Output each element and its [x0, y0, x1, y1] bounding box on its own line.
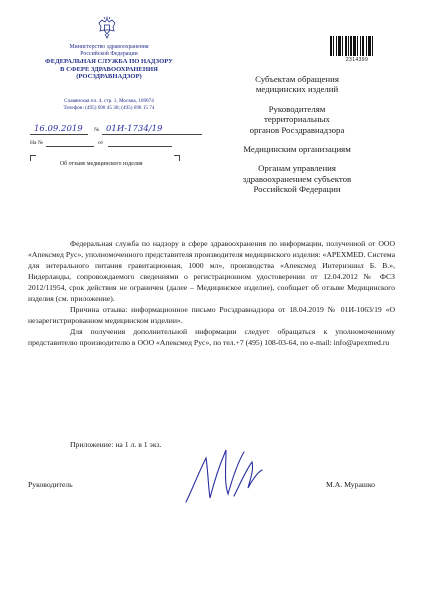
- ministry-name: Министерство здравоохранения Российской Федерации: [69, 44, 149, 57]
- signatory-role: Руководитель: [28, 480, 73, 489]
- reference-from-label: от: [98, 140, 104, 146]
- attachment-note: Приложение: на 1 л. в 1 экз.: [70, 440, 162, 449]
- number-prefix: №: [94, 127, 100, 133]
- letter-body: [28, 238, 395, 348]
- barcode-number: 2314399: [345, 57, 369, 63]
- recipients-block: [222, 74, 372, 204]
- double-headed-eagle-emblem-icon: [96, 16, 118, 40]
- agency-name: ФЕДЕРАЛЬНАЯ СЛУЖБА ПО НАДЗОРУ В СФЕРЕ ЗДРАВООХРАНЕНИЯ (РОСЗДРАВНАДЗОР): [45, 58, 173, 81]
- agency-address: Славянская пл. 4, стр. 1, Москва, 109074 Телефон: (495) 698 45 38; (495) 698 15 74: [63, 98, 155, 112]
- reference-line: [30, 138, 180, 148]
- reference-prefix: На №: [30, 140, 44, 146]
- recipient: Руководителям территориальных органов Росздравнадзора: [249, 103, 345, 135]
- recipient: Субъектам обращения медицинских изделий: [255, 74, 339, 95]
- handwritten-signature: [178, 440, 268, 510]
- body-paragraph: Причина отзыва: информационное письмо Росздравнадзора от 18.04.2019 № 01И-1063/19 «О незарегистрированном медицинском изделии».: [28, 305, 395, 325]
- registration-line: [30, 124, 205, 136]
- body-paragraph: Для получения дополнительной информации следует обращаться к уполномоченному представителю производителю в ООО «Апексмед Рус», по тел.+7 (495) 108-03-64, по e-mail: info@apexmed.ru: [28, 327, 395, 347]
- recipient: Медицинским организациям: [243, 144, 351, 155]
- letter-subject: Об отзыве медицинского изделия: [60, 161, 143, 167]
- barcode: [330, 36, 384, 56]
- recipient: Органам управления здравоохранением субъектов Российской Федерации: [242, 163, 352, 195]
- signatory-name: М.А. Мурашко: [326, 480, 376, 489]
- body-paragraph: Федеральная служба по надзору в сфере здравоохранения по информации, полученной от ООО «Апексмед Рус», уполномоченного представителя производителя медицинского изделия: «APEXMED. Система для энтерального питания гравитационная, 1000 мл», производства «Апексмед Интернэшнл Б. В.», Нидерланды, сопровождаемого сведениями о регистрационном удостоверении от 12.04.2012 № ФСЗ 2012/11954, срок действия не ограничен (далее – Медицинское изделие), сообщает об отзыве Медицинского изделия (см. приложение).: [28, 239, 395, 303]
- registration-date: 16.09.2019: [34, 124, 83, 134]
- registration-number: 01И-1734/19: [106, 124, 163, 134]
